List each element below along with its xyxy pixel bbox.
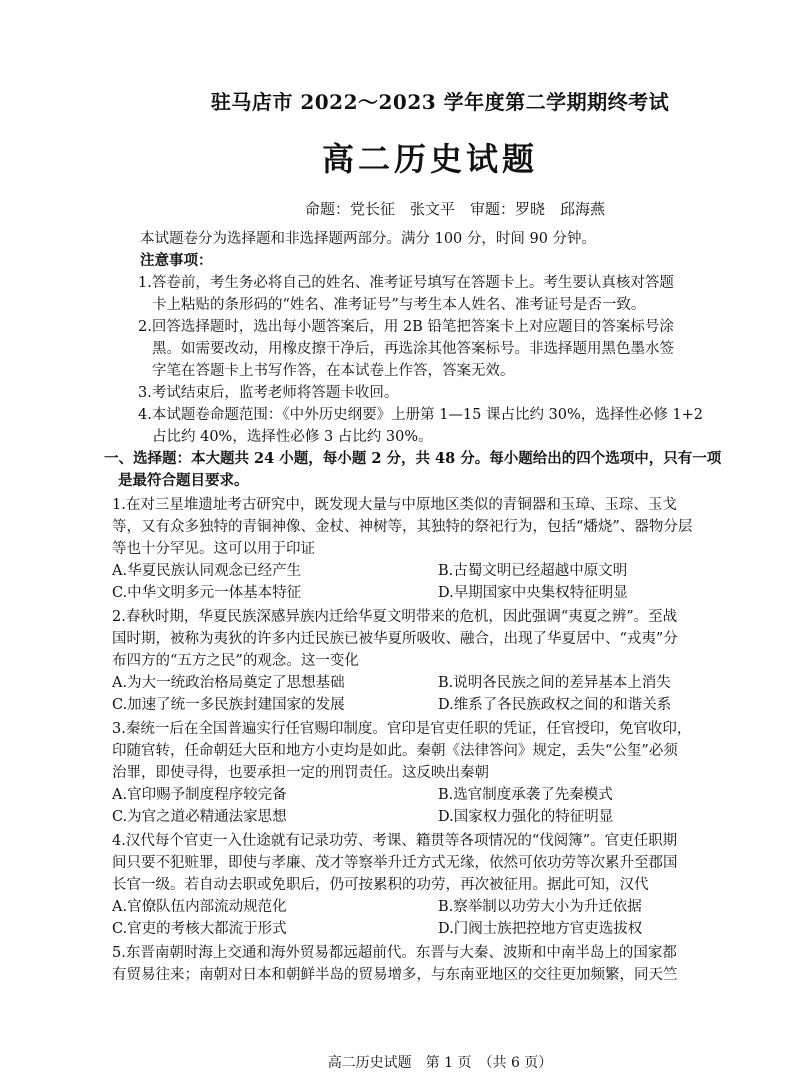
subject-title: 高二历史试题: [321, 140, 538, 178]
notice-item-cont: 卡上粘贴的条形码的“姓名、准考证号”与考生本人姓名、准考证号是否一致。: [152, 297, 646, 313]
notice-item-first: 2.回答选择题时，选出每小题答案后，用 2B 铅笔把答案卡上对应题目的答案标号涂: [138, 319, 674, 335]
section-heading-cont: 是最符合题目要求。: [118, 472, 249, 489]
notice-item: [112, 272, 764, 316]
authors-line: 命题：党长征 张文平 审题：罗晓 邱海燕: [304, 200, 605, 218]
section-heading: [104, 448, 764, 492]
option-d[interactable]: D.门阀士族把控地方官吏选拔权: [438, 921, 643, 937]
question-stem-cont: 印随官转，任命朝廷大臣和地方小吏均是如此。秦朝《法律答问》规定，丢失“公玺”必须 治罪，即使寻得，也要承担一定的刑罚责任。这反映出秦朝: [112, 743, 678, 781]
notice-title: 注意事项：: [140, 252, 213, 269]
notice-item: [112, 316, 764, 382]
notice-item-first: 1.答卷前，考生务必将自己的姓名、准考证号填写在答题卡上。考生要认真核对答题: [138, 275, 674, 291]
question-stem-cont: 等，又有众多独特的青铜神像、金杖、神树等，其独特的祭祀行为，包括“燔烧”、器物分层 等也十分罕见。这可以用于印证: [112, 519, 693, 557]
question-options: [112, 672, 764, 716]
question-3: [112, 718, 764, 828]
option-a[interactable]: A.为大一统政治格局奠定了思想基础: [112, 675, 345, 691]
notice-item: [112, 404, 764, 448]
option-a[interactable]: A.官印赐予制度程序较完备: [112, 787, 287, 803]
question-stem: 1.在对三星堆遗址考古研究中，既发现大量与中原地区类似的青铜器和玉璋、玉琮、玉戈: [112, 497, 677, 513]
notice-item-first: 3.考试结束后，监考老师将答题卡收回。: [138, 385, 399, 401]
notice-item-cont: 占比约 40%，选择性必修 3 占比约 30%。: [152, 429, 433, 445]
option-c[interactable]: C.加速了统一多民族封建国家的发展: [112, 697, 345, 713]
page-footer: 高二历史试题 第 1 页 （共 6 页）: [327, 1055, 553, 1071]
option-a[interactable]: A.华夏民族认同观念已经产生: [112, 563, 302, 579]
exam-body: [104, 228, 764, 986]
option-c[interactable]: C.官吏的考核大都流于形式: [112, 921, 287, 937]
option-b[interactable]: B.古蜀文明已经超越中原文明: [438, 563, 628, 579]
notice-item-first: 4.本试题卷命题范围：《中外历史纲要》上册第 1—15 课占比约 30%，选择性必修 1+2: [138, 407, 704, 423]
question-options: [112, 560, 764, 604]
question-stem: 4.汉代每个官吏一入仕途就有记录功劳、考课、籍贯等各项情况的“伐阅簿”。官吏任职期: [112, 833, 678, 849]
option-b[interactable]: B.察举制以功劳大小为升迁依据: [438, 899, 642, 915]
option-d[interactable]: D.维系了各民族政权之间的和谐关系: [438, 697, 672, 713]
option-a[interactable]: A.官僚队伍内部流动规范化: [112, 899, 287, 915]
intro-text: 本试题卷分为选择题和非选择题两部分。满分 100 分，时间 90 分钟。: [140, 231, 597, 247]
notice-item: [112, 382, 764, 404]
option-b[interactable]: B.选官制度承袭了先秦模式: [438, 787, 613, 803]
question-2: [112, 606, 764, 716]
option-b[interactable]: B.说明各民族之间的差异基本上消失: [438, 675, 671, 691]
question-4: [112, 830, 764, 940]
exam-title: 驻马店市 2022～2023 学年度第二学期期终考试: [210, 90, 670, 114]
question-stem: 3.秦统一后在全国普遍实行任官赐印制度。官印是官吏任职的凭证，任官授印，免官收印，: [112, 721, 692, 737]
question-options: [112, 896, 764, 940]
notice-item-cont: 黑。如需要改动，用橡皮擦干净后，再选涂其他答案标号。非选择题用黑色墨水签 字笔在答题卡上书写作答，在本试卷上作答，答案无效。: [152, 341, 674, 379]
question-stem: 2.春秋时期，华夏民族深感异族内迁给华夏文明带来的危机，因此强调“夷夏之辨”。至战: [112, 609, 678, 625]
option-c[interactable]: C.中华文明多元一体基本特征: [112, 585, 302, 601]
question-options: [112, 784, 764, 828]
question-5: [112, 942, 764, 986]
option-d[interactable]: D.早期国家中央集权特征明显: [438, 585, 628, 601]
option-c[interactable]: C.为官之道必精通法家思想: [112, 809, 287, 825]
question-stem: 5.东晋南朝时海上交通和海外贸易都远超前代。东晋与大秦、波斯和中南半岛上的国家都: [112, 945, 677, 961]
question-stem-cont: 有贸易往来；南朝对日本和朝鲜半岛的贸易增多，与东南亚地区的交往更加频繁，同天竺: [112, 967, 678, 983]
question-stem-cont: 国时期，被称为夷狄的许多内迁民族已被华夏所吸收、融合，出现了华夏居中、“戎夷”分 布四方的“五方之民”的观念。这一变化: [112, 631, 678, 669]
section-heading-first: 一、选择题：本大题共 24 小题，每小题 2 分，共 48 分。每小题给出的四个选项中，只有一项: [104, 450, 722, 467]
question-1: [112, 494, 764, 604]
question-stem-cont: 间只要不犯赃罪，即使与孝廉、茂才等察举升迁方式无缘，依然可依功劳等次累升至郡国 长官一级。若自动去职或免职后，仍可按累积的功劳，再次被征用。据此可知，汉代: [112, 855, 678, 893]
option-d[interactable]: D.国家权力强化的特征明显: [438, 809, 614, 825]
